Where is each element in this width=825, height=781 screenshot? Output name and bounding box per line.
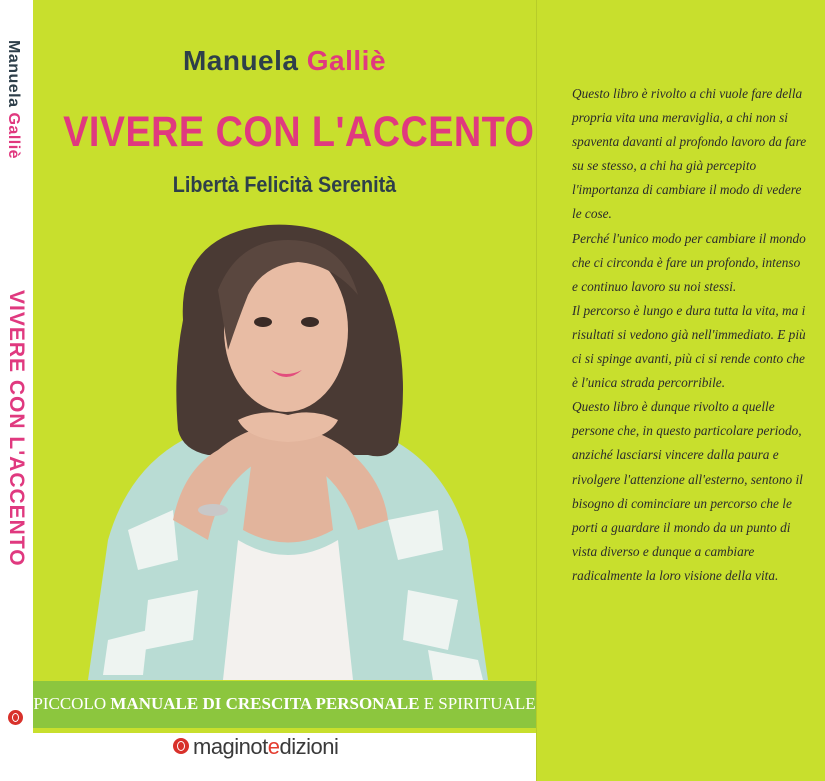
blurb-paragraph: Questo libro è dunque rivolto a quelle persone che, in questo particolare periodo, anziché lasciarsi vincere dalla paura e rivolgere l'attenzione all'esterno, sentono il bisogno di cominciare un percorso che le porti a guardare il mondo da un punto di vista diverso e dunque a cambiare radicalmente la loro visione della vita. — [572, 399, 803, 583]
publisher-name-part2: e — [267, 734, 280, 759]
banner-text-part3: E SPIRITUALE — [419, 694, 536, 713]
publisher-logo-icon — [8, 710, 23, 725]
publisher-footer — [33, 733, 536, 781]
book-title: VIVERE CON L'ACCENTO — [63, 108, 535, 156]
publisher-name-part3: dizioni — [279, 734, 339, 759]
book-subtitle: Libertà Felicità Serenità — [172, 172, 397, 197]
book-spine — [0, 0, 33, 781]
publisher-name — [193, 734, 338, 760]
front-cover — [33, 0, 536, 781]
author-last-name: Galliè — [306, 45, 387, 76]
author-name — [33, 45, 536, 77]
back-cover-blurb — [572, 82, 807, 588]
publisher-name-part1: maginot — [193, 734, 268, 759]
banner-text — [33, 694, 536, 714]
blurb-paragraph: Il percorso è lungo e dura tutta la vita, ma i risultati si vedono già nell'immediato. E più ci si spinge avanti, più ci si rende conto che è l'unica strada percorribile. — [572, 302, 806, 391]
spine-author — [4, 40, 22, 159]
author-portrait-image — [88, 210, 488, 680]
blurb-paragraph: Perché l'unico modo per cambiare il mondo che ci circonda è fare un profondo, intenso e continuo lavoro su noi stessi. — [572, 230, 806, 294]
banner-text-part2: MANUALE DI CRESCITA PERSONALE — [110, 694, 420, 713]
publisher-logo-icon — [173, 738, 189, 754]
blurb-paragraph: Questo libro è rivolto a chi vuole fare della propria vita una meraviglia, a chi non si spaventa davanti al profondo lavoro da fare su se stesso, a chi ha già percepito l'importanza di cambiare il modo di vedere le cose. — [572, 86, 807, 222]
author-first-name: Manuela — [182, 45, 299, 76]
back-cover — [537, 0, 825, 781]
subtitle-banner — [33, 681, 536, 728]
spine-author-first-name: Manuela — [5, 40, 22, 108]
banner-text-part1: PICCOLO — [33, 694, 111, 713]
spine-title: VIVERE CON L'ACCENTO — [5, 290, 28, 567]
spine-author-last-name: Galliè — [5, 112, 22, 160]
